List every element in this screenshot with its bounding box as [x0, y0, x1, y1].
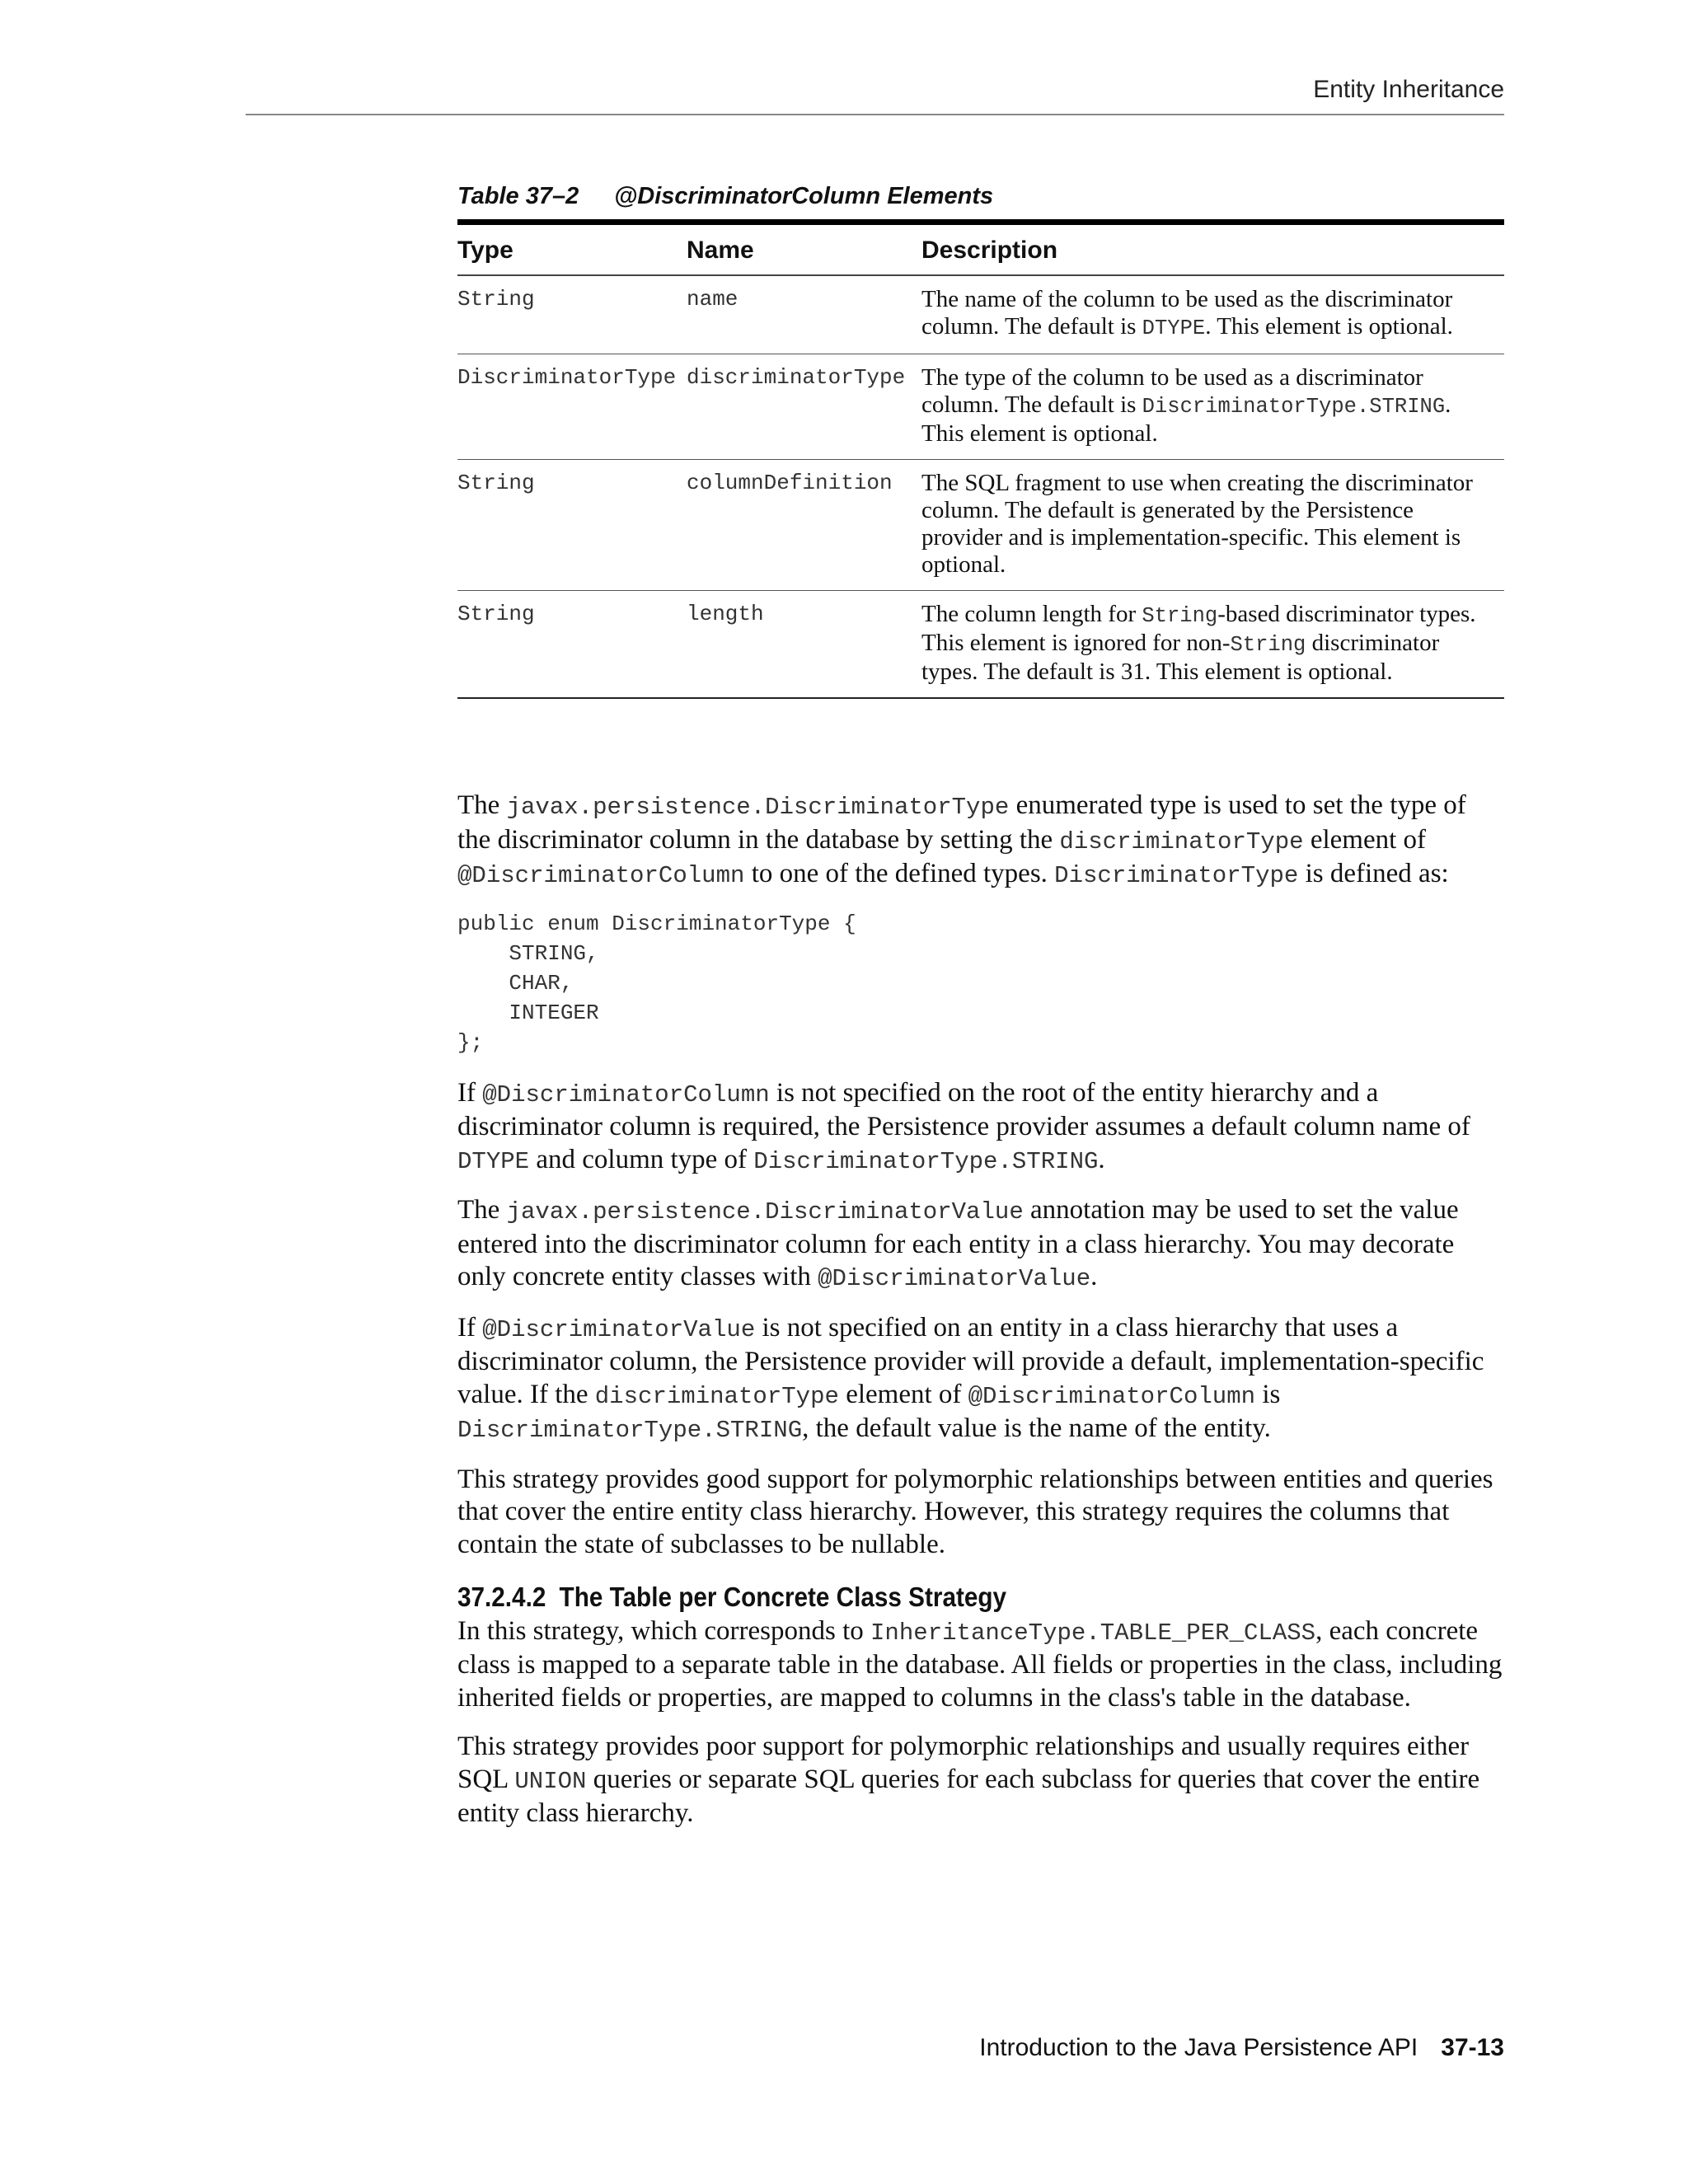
text-run: to one of the defined types. — [744, 859, 1055, 888]
inline-code: String — [1142, 604, 1218, 628]
text-run: The type of the column to be used as a discriminator column. The default is — [921, 364, 1423, 418]
text-run: The name of the column to be used as the discriminator column. The default is — [921, 286, 1453, 340]
discriminator-elements-table — [457, 219, 1504, 699]
paragraph — [457, 1312, 1504, 1447]
text-run: This strategy provides good support for polymorphic relationships between entities and queries that cover the entire entity class hierarchy. However, this strategy requires the columns that contain the state of subclasses to be nullable. — [457, 1464, 1493, 1559]
inline-code: DiscriminatorType.STRING — [753, 1147, 1099, 1175]
cell-type: String — [457, 275, 687, 354]
column-header-name: Name — [687, 223, 921, 276]
inline-code: javax.persistence.DiscriminatorType — [506, 794, 1010, 821]
text-run: If — [457, 1312, 483, 1343]
page-footer — [0, 2034, 1504, 2062]
inline-code: DTYPE — [457, 1147, 530, 1175]
cell-name: discriminatorType — [687, 354, 921, 460]
table-header-row — [457, 223, 1504, 276]
cell-description — [921, 354, 1504, 460]
text-run: discriminator types. The default is 31. This element is optional. — [921, 630, 1440, 685]
inline-code: discriminatorType — [1059, 827, 1304, 855]
cell-type: String — [457, 591, 687, 699]
paragraph — [457, 1615, 1504, 1715]
text-run: The — [457, 790, 507, 820]
text-run: annotation may be used to set the value entered into the discriminator column for each entity in a class hierarchy. You may decorate only concrete entity classes with — [457, 1195, 1459, 1291]
section-number: 37.2.4.2 — [457, 1582, 546, 1612]
text-run: is not specified on an entity in a class hierarchy that uses a discriminator column, the Persistence provider will provide a default, implementation-specific value. If the — [457, 1312, 1484, 1409]
paragraphs-after-code — [457, 1077, 1504, 1562]
text-run: The column length for — [921, 601, 1142, 627]
section-paragraphs — [457, 1615, 1504, 1830]
cell-type: String — [457, 460, 687, 591]
cell-description — [921, 460, 1504, 591]
cell-description — [921, 591, 1504, 699]
text-run: The SQL fragment to use when creating the discriminator column. The default is generated by the Persistence provider and is implementation-specific. This element is optional. — [921, 470, 1473, 578]
paragraphs-before-code — [457, 790, 1504, 893]
text-run: , the default value is the name of the entity. — [802, 1413, 1271, 1443]
paragraph — [457, 1731, 1504, 1830]
cell-name: name — [687, 275, 921, 354]
table-row — [457, 354, 1504, 460]
inline-code: UNION — [514, 1767, 587, 1795]
running-header: Entity Inheritance — [1313, 76, 1504, 103]
text-run: enumerated type is used to set the type of the discriminator column in the database by setting the — [457, 790, 1466, 855]
cell-description — [921, 275, 1504, 354]
inline-code: DiscriminatorType — [1054, 862, 1299, 889]
column-header-type: Type — [457, 223, 687, 276]
inline-code: discriminatorType — [594, 1382, 839, 1410]
text-run: The — [457, 1195, 507, 1225]
cell-name: length — [687, 591, 921, 699]
page-number: 37-13 — [1441, 2034, 1504, 2061]
header-divider — [246, 114, 1504, 115]
paragraph — [457, 1464, 1504, 1562]
inline-code: InheritanceType.TABLE_PER_CLASS — [870, 1619, 1316, 1647]
paragraph — [457, 790, 1504, 893]
text-run: . This element is optional. — [1205, 313, 1453, 340]
text-run: In this strategy, which corresponds to — [457, 1615, 871, 1646]
table-row — [457, 460, 1504, 591]
cell-type: DiscriminatorType — [457, 354, 687, 460]
table-body — [457, 275, 1504, 698]
text-run: element of — [1303, 824, 1427, 855]
text-run: is — [1255, 1379, 1281, 1409]
table-row — [457, 591, 1504, 699]
paragraph — [457, 1194, 1504, 1296]
table-row — [457, 275, 1504, 354]
column-header-description: Description — [921, 223, 1504, 276]
inline-code: javax.persistence.DiscriminatorValue — [506, 1198, 1024, 1226]
text-run: queries or separate SQL queries for each subclass for queries that cover the entire entity class hierarchy. — [457, 1764, 1480, 1828]
inline-code: @DiscriminatorValue — [482, 1315, 756, 1343]
inline-code: @DiscriminatorValue — [818, 1265, 1091, 1292]
table-caption-number: Table 37–2 — [457, 183, 579, 209]
text-run: . This element is optional. — [921, 391, 1451, 447]
paragraph — [457, 1077, 1504, 1179]
inline-code: DTYPE — [1142, 316, 1206, 340]
text-run: and column type of — [529, 1144, 754, 1174]
text-run: -based discriminator types. This element is ignored for non- — [921, 601, 1476, 656]
text-run: , each concrete class is mapped to a separate table in the database. All fields or properties in the class, including inherited fields or properties, are mapped to columns in the class's table in the database. — [457, 1615, 1503, 1713]
inline-code: @DiscriminatorColumn — [457, 862, 745, 889]
inline-code: DiscriminatorType.STRING — [1142, 395, 1446, 419]
text-run: . — [1098, 1144, 1105, 1174]
inline-code: String — [1230, 633, 1306, 657]
table-caption-title: @DiscriminatorColumn Elements — [614, 183, 994, 209]
inline-code: DiscriminatorType.STRING — [457, 1417, 803, 1444]
text-run: . — [1090, 1262, 1098, 1291]
text-run: element of — [838, 1379, 968, 1409]
code-block-discriminator-type: public enum DiscriminatorType { STRING, CHAR, INTEGER }; — [457, 911, 856, 1055]
section-heading — [457, 1581, 1400, 1614]
inline-code: @DiscriminatorColumn — [482, 1080, 770, 1108]
footer-book-title: Introduction to the Java Persistence API — [979, 2034, 1418, 2061]
table-caption — [457, 183, 993, 210]
cell-name: columnDefinition — [687, 460, 921, 591]
text-run: is defined as: — [1298, 859, 1449, 888]
text-run: If — [457, 1077, 483, 1108]
body-text — [457, 790, 1504, 1847]
text-run: This strategy provides poor support for polymorphic relationships and usually requires either SQL — [457, 1732, 1470, 1794]
section-title: The Table per Concrete Class Strategy — [559, 1582, 1007, 1612]
inline-code: @DiscriminatorColumn — [968, 1382, 1256, 1410]
text-run: is not specified on the root of the entity hierarchy and a discriminator column is required, the Persistence provider assumes a default column name of — [457, 1077, 1470, 1141]
